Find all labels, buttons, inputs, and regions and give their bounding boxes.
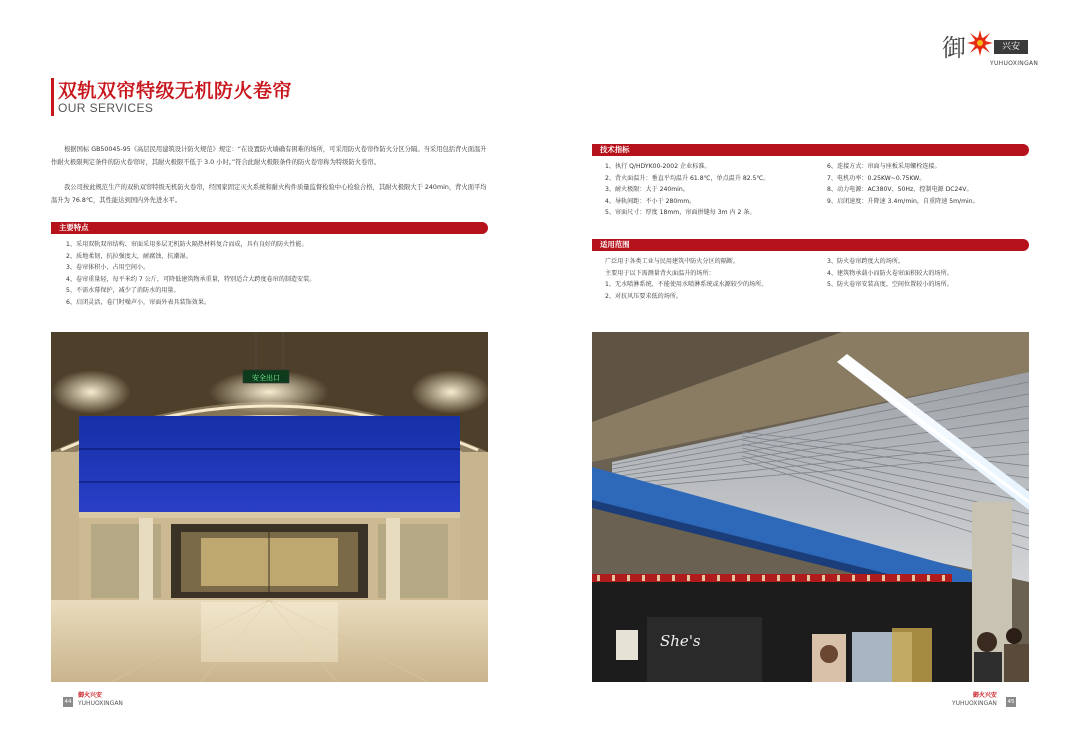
logo-box: 兴安 — [994, 40, 1028, 54]
list-item: 5、不需水幕保护，减少了消防水的用量。 — [66, 287, 180, 295]
list-item: 2、质地柔韧，抗拉强度大，耐腐蚀，抗潮湿。 — [66, 252, 192, 260]
specs-list-col2 — [827, 161, 979, 207]
page-number-left: 44 — [64, 699, 72, 705]
title-accent-bar — [51, 78, 54, 116]
list-item: 5、防火卷帘安装高度、空间位置较小的场所。 — [827, 281, 953, 289]
page-number-right: 45 — [1007, 699, 1015, 705]
list-item: 2、对抗风压要求低的场所。 — [605, 292, 683, 300]
footer-brand-cn: 御火兴安 — [78, 692, 103, 699]
features-list — [66, 239, 315, 309]
specs-heading: 技术指标 — [600, 145, 630, 154]
scope-heading: 适用范围 — [600, 240, 630, 249]
list-item: 3、耐火极限：大于 240min。 — [605, 186, 689, 194]
footer-logo-right — [952, 692, 997, 707]
list-item: 广泛用于各类工业与民用建筑中防火分区的隔断。 — [605, 258, 740, 265]
store-sign: She's — [660, 632, 701, 650]
footer-brand-en: YUHUOXINGAN — [952, 699, 997, 707]
scope-list-col2 — [827, 256, 953, 291]
list-item: 8、动力电源：AC380V、50Hz，控制电源 DC24V。 — [827, 186, 973, 194]
features-heading: 主要特点 — [59, 223, 89, 232]
specs-heading-bar — [592, 144, 1029, 156]
mall-corridor-photo — [51, 332, 488, 682]
exit-sign: 安全出口 — [252, 374, 280, 382]
right-page — [540, 0, 1080, 734]
list-item: 9、启闭速度：升降速 3.4m/min，自重降速 5m/min。 — [827, 197, 979, 205]
storefront-curtain-photo — [592, 332, 1029, 682]
intro-paragraph-2: 我公司按此规范生产的双轨双帘特级无机防火卷帘，经国家固定灭火系统和耐火构件质量监督检验中心检验合格，其耐火极限大于 240min，背火面平均温升为 76.8℃，其性能达到国内外先进水平。 — [51, 184, 487, 204]
footer-brand-cn: 御火兴安 — [972, 692, 997, 699]
list-item: 6、启闭灵活，卷门时噪声小，帘面外表具装饰效果。 — [66, 298, 211, 306]
list-item: 4、卷帘重量轻，每平米约 7 公斤，可降低建筑物承重量，特别适合大跨度卷帘的制造安装。 — [66, 275, 316, 283]
list-item: 1、采用双轨双帘结构、帘面采用多层无机防火隔热材料复合而成，具有良好的防火性能。 — [66, 241, 308, 248]
list-item: 3、卷帘体积小，占用空间小。 — [66, 264, 150, 272]
scope-heading-bar — [592, 239, 1029, 251]
list-item: 5、帘面尺寸：厚度 18mm，帘面拼缝每 3m 内 2 条。 — [605, 209, 756, 217]
list-item: 6、连接方式：帘面与座板采用螺栓连接。 — [827, 163, 941, 170]
list-item: 1、无水喷淋系统、不能使用水喷淋系统或水源较少的场所。 — [605, 281, 768, 289]
page-title: 双轨双帘特级无机防火卷帘 — [58, 80, 293, 102]
list-item: 主要用于以下需测量背火面温升的场所： — [605, 269, 715, 277]
list-item: 7、电机功率：0.25KW~0.75KW。 — [827, 174, 926, 182]
footer-brand-en: YUHUOXINGAN — [78, 699, 123, 707]
logo-character: 御 — [942, 34, 966, 62]
list-item: 4、导轨间距：不小于 280mm。 — [605, 197, 696, 205]
list-item: 3、防火卷帘跨度大的场所。 — [827, 258, 905, 265]
specs-list-col1 — [605, 161, 769, 219]
list-item: 2、背火面温升：垂直平均温升 61.8℃，单点温升 82.5℃。 — [605, 174, 770, 182]
intro-paragraph-1: 根据国标 GB50045-95《高层民用建筑设计防火规范》规定：“在设置防火墙确有困难的场所，可采用防火卷帘作防火分区分隔。当采用包括背火面温升作耐火极限判定条件的防火卷帘时，其耐火极限不低于 3.0 小时。”符合此耐火极限条件的防火卷帘称为特级防火卷帘。 — [51, 146, 487, 166]
list-item: 4、建筑物承载小而防火卷帘面积较大的场所。 — [827, 269, 953, 277]
scope-list-col1 — [605, 256, 767, 302]
footer-logo-left — [78, 692, 123, 707]
logo-subtitle: YUHUOXINGAN — [990, 60, 1039, 67]
list-item: 1、执行 Q/HDYK00-2002 企业标准。 — [605, 163, 711, 170]
page-subtitle: OUR SERVICES — [58, 101, 154, 115]
features-heading-bar — [51, 222, 488, 234]
